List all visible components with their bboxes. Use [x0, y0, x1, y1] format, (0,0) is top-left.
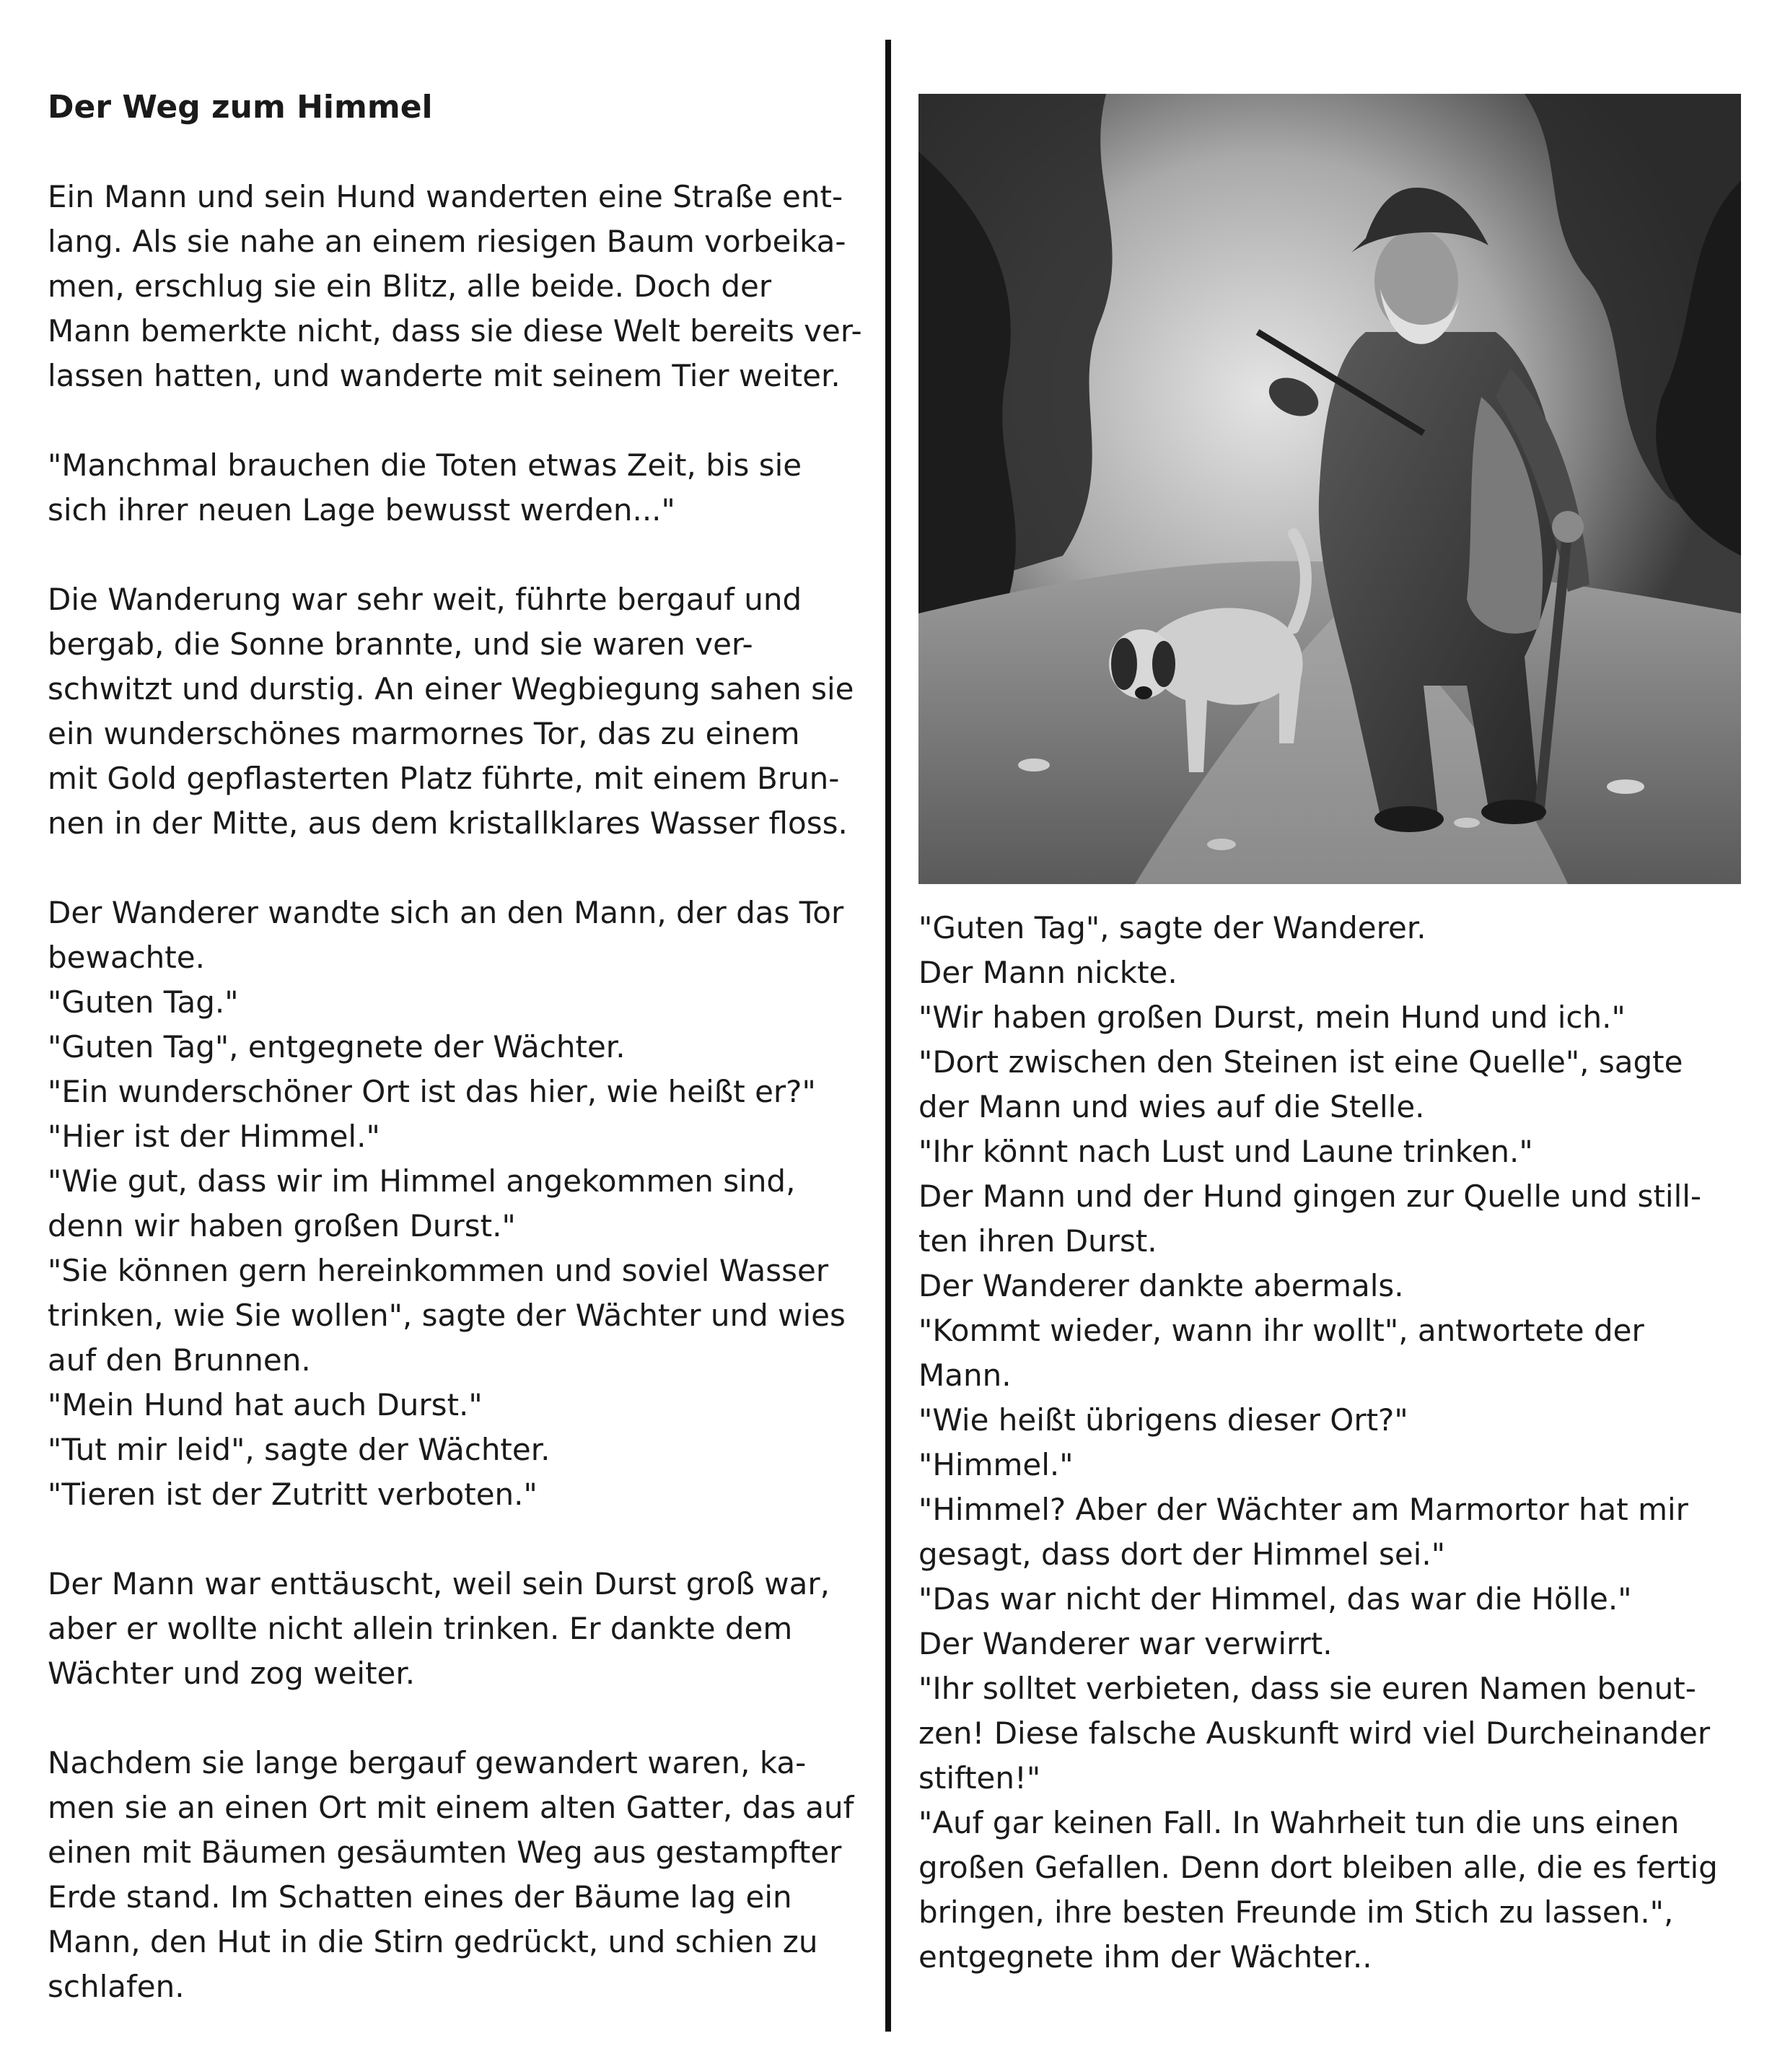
paragraph [48, 891, 870, 1517]
text-line: "Hier ist der Himmel." [48, 1119, 380, 1154]
text-line: Mann. [918, 1358, 1012, 1393]
text-line: "Wie heißt übrigens dieser Ort?" [918, 1402, 1408, 1438]
text-line: bewachte. [48, 940, 205, 975]
text-line: "Mein Hund hat auch Durst." [48, 1387, 483, 1422]
paragraph [48, 175, 870, 398]
text-line: der Mann und wies auf die Stelle. [918, 1089, 1425, 1124]
text-line: "Ihr solltet verbieten, dass sie euren Namen benut- [918, 1671, 1696, 1706]
text-line: "Wie gut, dass wir im Himmel angekommen sind, [48, 1163, 796, 1199]
text-line: "Kommt wieder, wann ihr wollt", antwortete der [918, 1313, 1644, 1348]
painting-old-wanderer-with-dog-icon [918, 94, 1741, 884]
text-line: schlafen. [48, 1969, 185, 2004]
paragraph [918, 906, 1755, 1980]
right-paragraphs [918, 906, 1755, 1980]
story-title: Der Weg zum Himmel [48, 89, 433, 126]
text-line: sich ihrer neuen Lage bewusst werden..." [48, 492, 675, 528]
text-line: "Guten Tag." [48, 984, 239, 1020]
text-line: gesagt, dass dort der Himmel sei." [918, 1536, 1446, 1572]
paragraph [48, 443, 870, 533]
text-line: Der Wanderer war verwirrt. [918, 1626, 1333, 1661]
text-line: entgegnete ihm der Wächter.. [918, 1939, 1372, 1975]
text-line: schwitzt und durstig. An einer Wegbiegung sahen sie [48, 671, 854, 707]
text-line: Mann bemerkte nicht, dass sie diese Welt bereits ver- [48, 313, 862, 349]
text-line: Der Wanderer dankte abermals. [918, 1268, 1404, 1303]
text-line: "Auf gar keinen Fall. In Wahrheit tun die uns einen [918, 1805, 1680, 1840]
text-line: bergab, die Sonne brannte, und sie waren ver- [48, 626, 753, 662]
left-paragraphs [48, 175, 870, 2009]
text-line: nen in der Mitte, aus dem kristallklares Wasser floss. [48, 805, 848, 841]
text-line: Der Wanderer wandte sich an den Mann, der das Tor [48, 895, 844, 930]
paragraph [48, 577, 870, 846]
text-line: Mann, den Hut in die Stirn gedrückt, und schien zu [48, 1924, 818, 1959]
text-line: zen! Diese falsche Auskunft wird viel Durcheinander [918, 1715, 1711, 1751]
text-line: "Guten Tag", sagte der Wanderer. [918, 910, 1426, 945]
text-line: "Tut mir leid", sagte der Wächter. [48, 1432, 551, 1467]
text-line: "Sie können gern hereinkommen und soviel Wasser [48, 1253, 829, 1288]
text-line: lang. Als sie nahe an einem riesigen Baum vorbeika- [48, 224, 846, 259]
text-line: "Ein wunderschöner Ort ist das hier, wie heißt er?" [48, 1074, 816, 1109]
text-line: "Guten Tag", entgegnete der Wächter. [48, 1029, 626, 1065]
text-line: men sie an einen Ort mit einem alten Gatter, das auf [48, 1790, 854, 1825]
text-line: stiften!" [918, 1760, 1041, 1796]
text-line: ten ihren Durst. [918, 1223, 1157, 1259]
text-line: mit Gold gepflasterten Platz führte, mit einem Brun- [48, 761, 840, 796]
text-line: Der Mann nickte. [918, 955, 1177, 990]
text-line: "Wir haben großen Durst, mein Hund und ich." [918, 1000, 1626, 1035]
left-column [48, 85, 870, 2054]
text-line: auf den Brunnen. [48, 1342, 311, 1378]
text-line: großen Gefallen. Denn dort bleiben alle, die es fertig [918, 1850, 1718, 1885]
text-line: aber er wollte nicht allein trinken. Er dankte dem [48, 1611, 793, 1646]
text-line: "Himmel? Aber der Wächter am Marmortor hat mir [918, 1492, 1688, 1527]
paragraph [48, 1741, 870, 2009]
text-line: lassen hatten, und wanderte mit seinem Tier weiter. [48, 358, 841, 393]
text-line: trinken, wie Sie wollen", sagte der Wächter und wies [48, 1298, 846, 1333]
text-line: ein wunderschönes marmornes Tor, das zu einem [48, 716, 800, 751]
text-line: einen mit Bäumen gesäumten Weg aus gestampfter [48, 1835, 842, 1870]
text-line: Der Mann und der Hund gingen zur Quelle und still- [918, 1179, 1702, 1214]
text-line: Erde stand. Im Schatten eines der Bäume lag ein [48, 1879, 792, 1915]
text-line: Wächter und zog weiter. [48, 1656, 416, 1691]
text-line: "Himmel." [918, 1447, 1074, 1482]
text-line: Die Wanderung war sehr weit, führte bergauf und [48, 582, 802, 617]
painting-illustration [918, 94, 1741, 884]
column-divider [885, 40, 891, 2032]
text-line: "Ihr könnt nach Lust und Laune trinken." [918, 1134, 1533, 1169]
text-line: men, erschlug sie ein Blitz, alle beide. Doch der [48, 268, 772, 304]
text-line: Nachdem sie lange bergauf gewandert waren, ka- [48, 1745, 807, 1780]
paragraph [48, 1562, 870, 1696]
text-line: Der Mann war enttäuscht, weil sein Durst groß war, [48, 1566, 830, 1601]
text-line: "Das war nicht der Himmel, das war die Hölle." [918, 1581, 1632, 1617]
right-column [918, 906, 1755, 2024]
text-line: "Manchmal brauchen die Toten etwas Zeit, bis sie [48, 447, 802, 483]
text-line: Ein Mann und sein Hund wanderten eine Straße ent- [48, 179, 843, 214]
text-line: "Tieren ist der Zutritt verboten." [48, 1477, 538, 1512]
text-line: "Dort zwischen den Steinen ist eine Quelle", sagte [918, 1044, 1683, 1080]
text-line: bringen, ihre besten Freunde im Stich zu lassen.", [918, 1894, 1674, 1930]
text-line: denn wir haben großen Durst." [48, 1208, 516, 1243]
